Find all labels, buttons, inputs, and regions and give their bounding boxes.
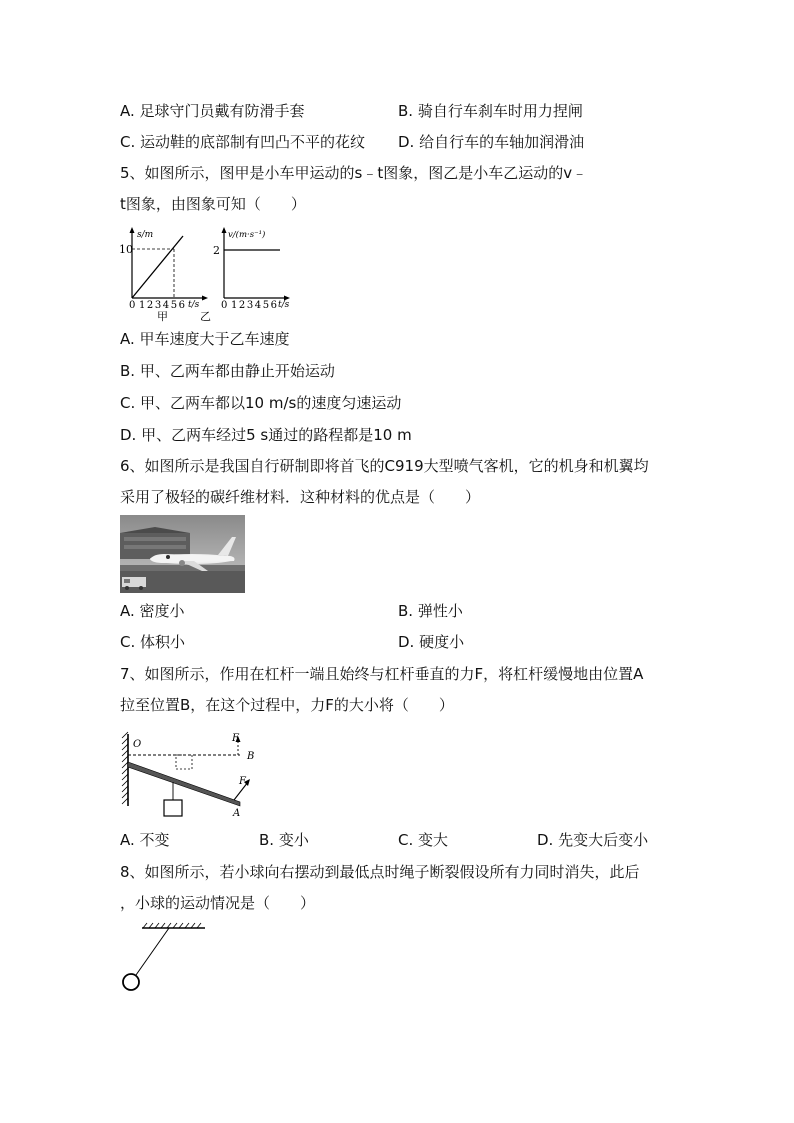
figure-caption: 乙 [200,310,211,323]
wall-hatching [122,732,128,804]
label-f-b: F [232,733,239,744]
option-c: C. 甲、乙两车都以10 m/s的速度匀速运动 [120,394,402,412]
s-t-line [132,236,183,298]
x-axis-label: t/s [278,300,290,310]
label-b: B [247,751,255,762]
c919-airplane-photo [120,515,245,593]
option-d: D. 给自行车的车轴加润滑油 [398,133,585,151]
option-c: C. 变大 [398,831,449,849]
s-t-graph-jia [110,222,210,322]
option-d: D. 硬度小 [398,633,465,651]
question-5-stem-line-2: t图象，由图象可知（ ） [120,195,306,213]
label-a: A [233,808,241,819]
question-6-stem-line-2: 采用了极轻的碳纤维材料．这种材料的优点是（ ） [120,488,481,506]
pendulum-diagram [115,922,215,997]
origin-label: 0 [221,300,228,311]
x-tick-labels: 1 2 3 4 5 6 [231,300,277,311]
string [136,928,169,975]
x-axis-label: t/s [188,300,200,310]
y-tick-label: 2 [213,244,220,257]
origin-label: 0 [129,300,136,311]
option-a: A. 足球守门员戴有防滑手套 [120,102,305,120]
y-axis-label: s/m [137,230,154,240]
option-c: C. 运动鞋的底部制有凹凸不平的花纹 [120,133,366,151]
figure-caption: 甲 [157,310,168,323]
weight-dashed-position [176,755,192,769]
option-a: A. 密度小 [120,602,185,620]
option-d: D. 甲、乙两车经过5 s通过的路程都是10 m [120,426,412,444]
question-7-stem-line-1: 7、如图所示，作用在杠杆一端且始终与杠杆垂直的力F，将杠杆缓慢地由位置A [120,665,644,683]
option-a: A. 甲车速度大于乙车速度 [120,330,290,348]
question-6-stem-line-1: 6、如图所示是我国自行研制即将首飞的C919大型喷气客机，它的机身和机翼均 [120,457,649,475]
label-o: O [133,739,142,750]
y-axis-arrow [130,227,135,233]
v-t-graph-yi [202,222,302,322]
y-axis-label: v/(m·s⁻¹) [228,230,266,240]
option-d: D. 先变大后变小 [537,831,649,849]
option-a: A. 不变 [120,831,170,849]
question-8-stem-line-1: 8、如图所示，若小球向右摆动到最低点时绳子断裂假设所有力同时消失，此后 [120,863,640,881]
option-b: B. 甲、乙两车都由静止开始运动 [120,362,335,380]
option-b: B. 变小 [259,831,309,849]
y-axis-arrow [222,227,227,233]
question-7-stem-line-2: 拉至位置B，在这个过程中，力F的大小将（ ） [120,696,454,714]
lever-diagram [118,728,263,820]
option-c: C. 体积小 [120,633,186,651]
x-tick-labels: 1 2 3 4 5 6 [139,300,185,311]
label-f-a: F [239,776,246,787]
y-tick-label: 10 [119,243,133,256]
question-8-stem-line-2: ，小球的运动情况是（ ） [120,894,316,912]
ceiling-hatching [143,923,201,928]
lever-position-a [128,762,240,806]
option-b: B. 骑自行车刹车时用力捏闸 [398,102,583,120]
weight-block [164,800,182,816]
question-5-stem-line-1: 5、如图所示，图甲是小车甲运动的s﹣t图象，图乙是小车乙运动的v﹣ [120,164,588,182]
ball [123,974,139,990]
option-b: B. 弹性小 [398,602,463,620]
